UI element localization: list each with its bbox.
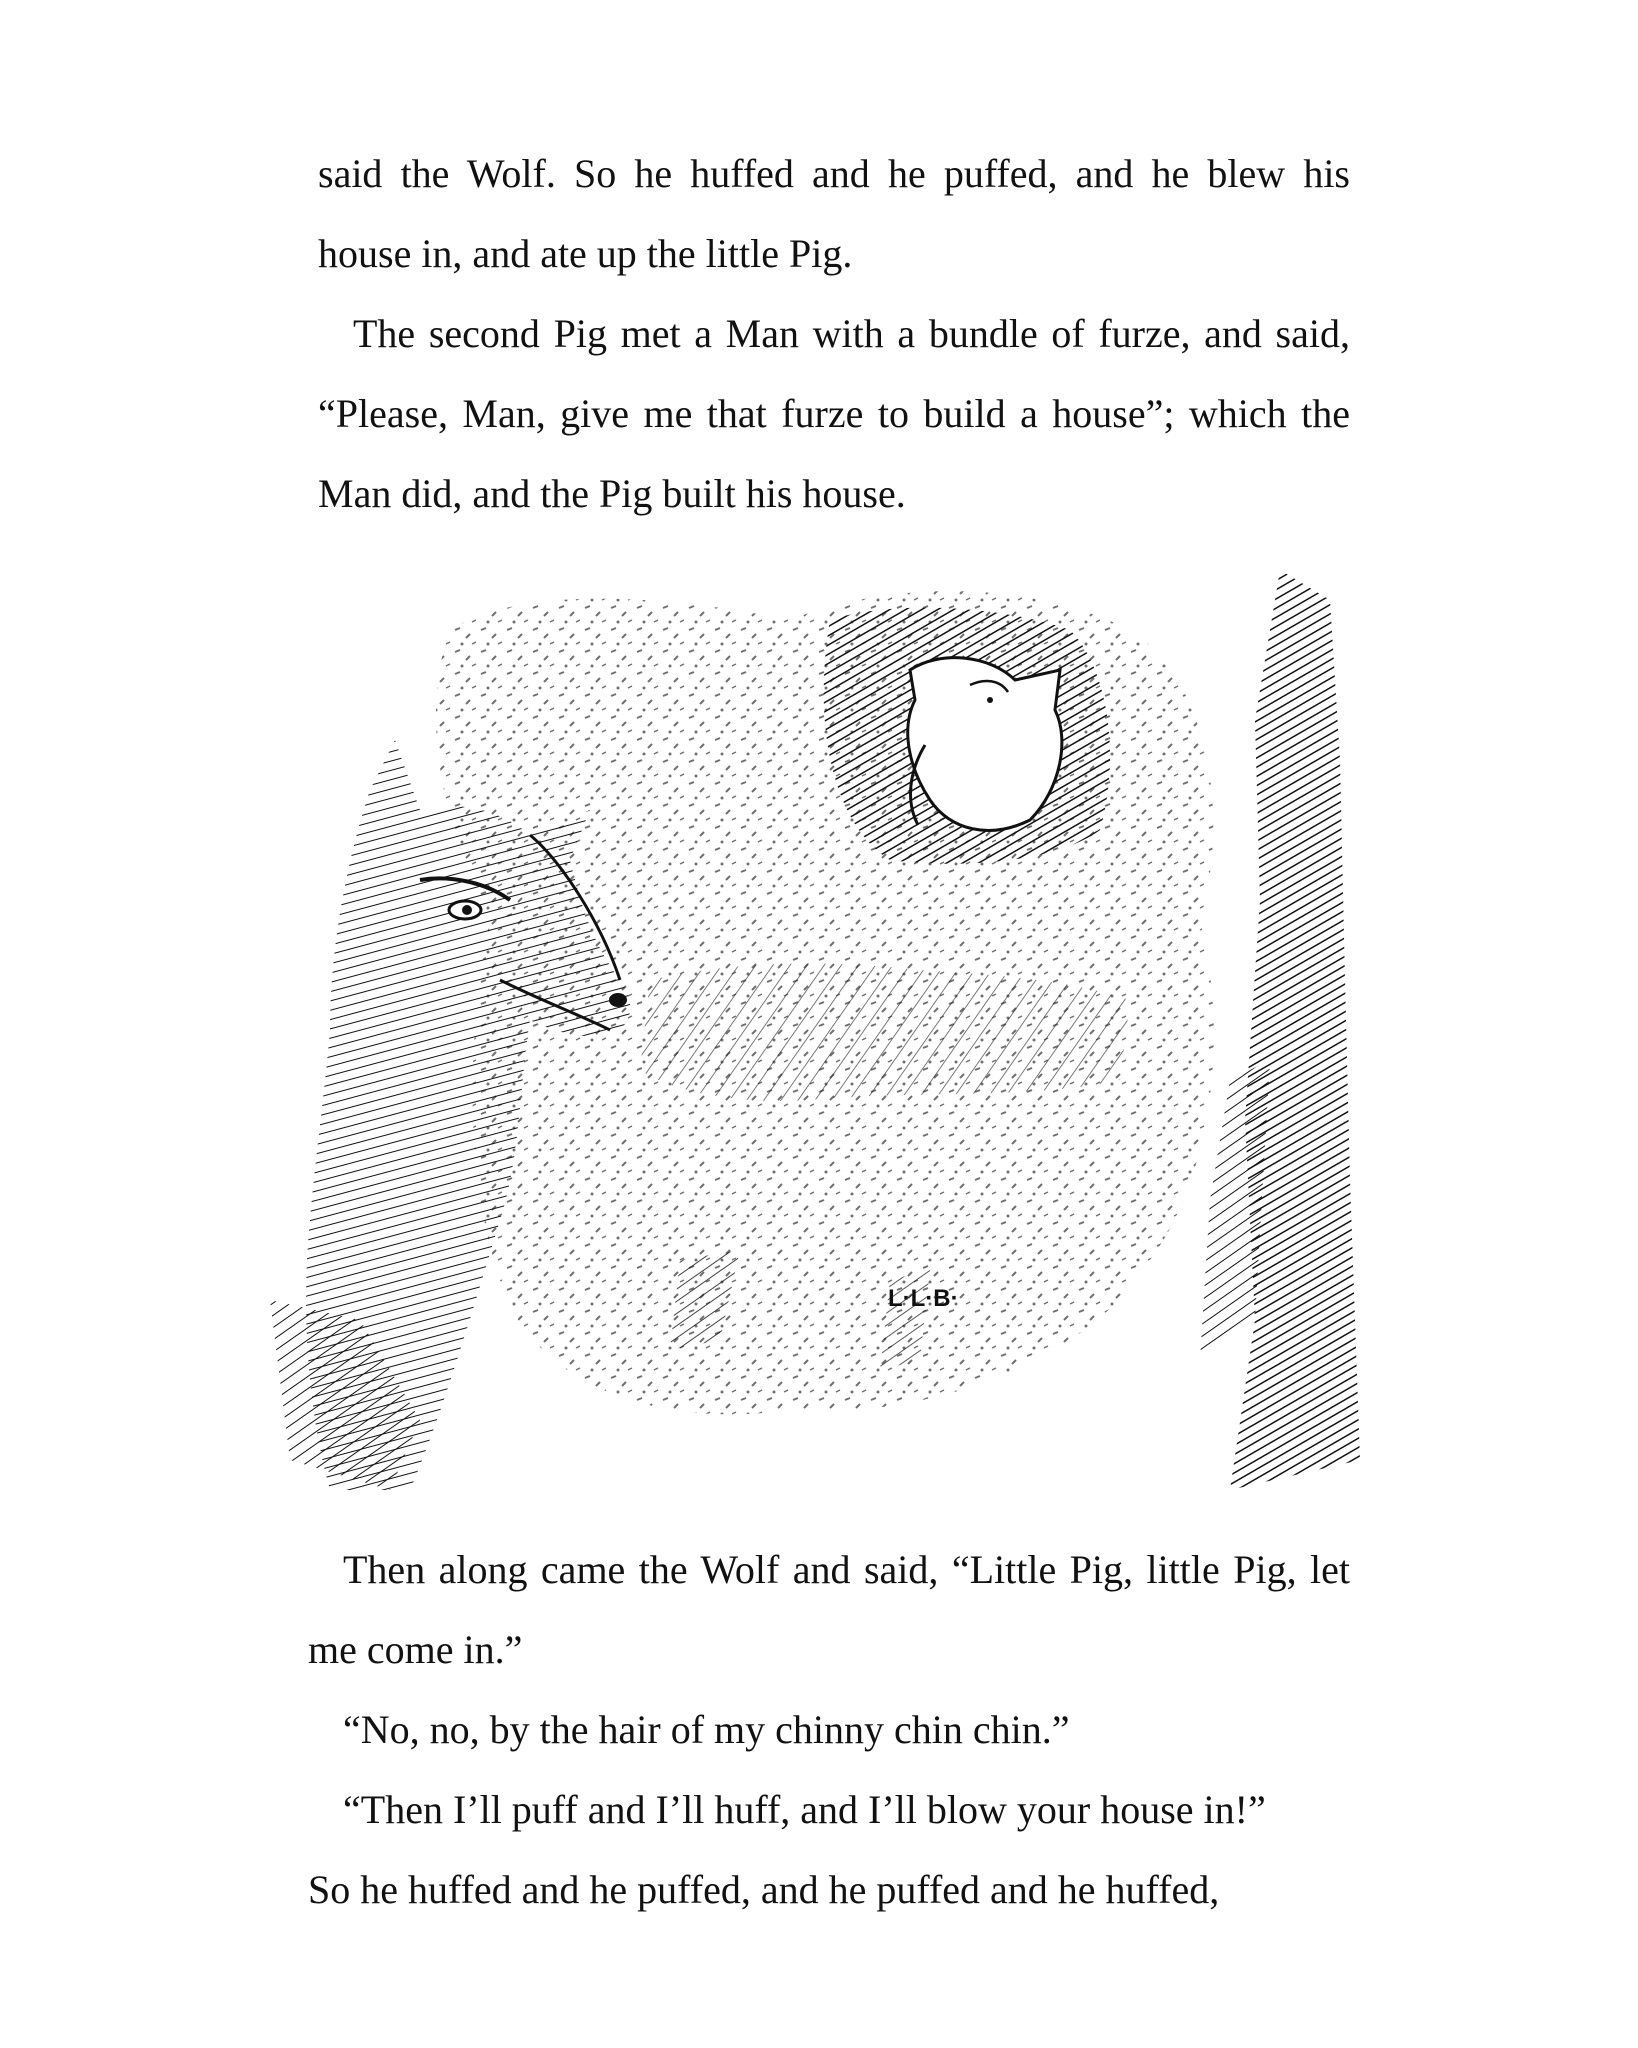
wolf-and-pig-illustration — [270, 560, 1380, 1495]
paragraph-wolf-blew-house: said the Wolf. So he huffed and he puffed, and he blew his house in, and ate up the little Pig. — [318, 151, 1350, 276]
bottom-text-block — [308, 1530, 1350, 1930]
top-text-block — [318, 134, 1350, 534]
paragraph-so-he-huffed: So he huffed and he puffed, and he puffed and he huffed, — [308, 1867, 1220, 1912]
illustration-drawing — [270, 560, 1380, 1495]
paragraph-wolf-arrives: Then along came the Wolf and said, “Little Pig, little Pig, let me come in.” — [308, 1547, 1350, 1672]
paragraph-no-no: “No, no, by the hair of my chinny chin chin.” — [343, 1707, 1070, 1752]
paragraph-second-pig: The second Pig met a Man with a bundle of furze, and said, “Please, Man, give me that furze to build a house”; which the Man did, and the Pig built his house. — [318, 311, 1350, 516]
paragraph-puff-huff: “Then I’ll puff and I’ll huff, and I’ll blow your house in!” — [343, 1787, 1266, 1832]
tree-trunk-shading — [1230, 570, 1360, 1490]
illustrator-signature: L·L·B· — [888, 1285, 959, 1312]
